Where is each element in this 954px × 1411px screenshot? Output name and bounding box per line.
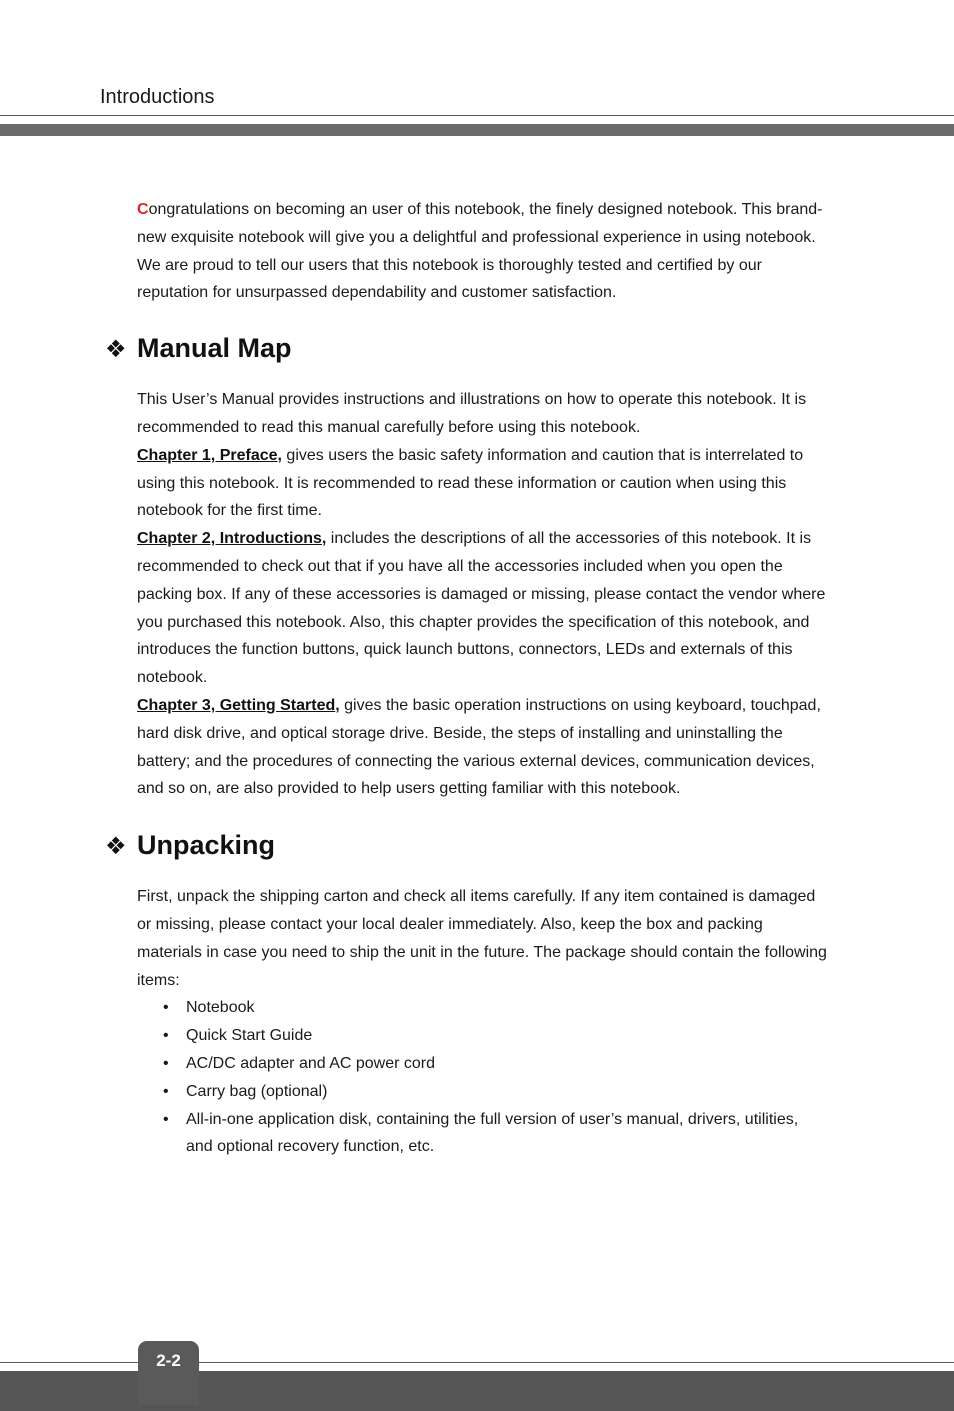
drop-letter: C bbox=[137, 201, 149, 218]
page-content bbox=[105, 196, 827, 1161]
list-item: • Quick Start Guide bbox=[186, 1022, 827, 1050]
chapter-3-text: gives the basic operation instructions on using keyboard, touchpad, hard disk drive, and optical storage drive. Beside, the steps of installing and uninstalling the battery; and the procedures of connecting the various external devices, communication devices, and so on, are also provided to help users getting familiar with this notebook. bbox=[137, 696, 821, 798]
bullet-dot-icon: • bbox=[163, 1082, 169, 1100]
diamond-bullet-icon: ❖ bbox=[105, 833, 127, 861]
chapter-1-text: gives users the basic safety information and caution that is interrelated to using this notebook. It is recommended to read these information or caution when using this notebook for the first time. bbox=[137, 446, 804, 520]
page-number-tab bbox=[138, 1341, 199, 1405]
chapter-2-paragraph: Chapter 2, Introductions, includes the descriptions of all the accessories of this notebook. It is recommended to check out that if you have all the accessories included when you open the packing box. If any of these accessories is damaged or missing, please contact the vendor where you purchased this notebook. Also, this chapter provides the specification of this notebook, and introduces the function buttons, quick launch buttons, connectors, LEDs and externals of this notebook. bbox=[137, 530, 826, 687]
intro-text: ongratulations on becoming an user of this notebook, the finely designed notebook. This brand-new exquisite notebook will give you a delightful and professional experience in using notebook. We are proud to tell our users that this notebook is thoroughly tested and certified by our reputation for unsurpassed dependability and customer satisfaction. bbox=[137, 201, 823, 302]
package-items-list bbox=[137, 994, 827, 1161]
unpacking-intro: First, unpack the shipping carton and check all items carefully. If any item contained is damaged or missing, please contact your local dealer immediately. Also, keep the box and packing materials in case you need to ship the unit in the future. The package should contain the following items: bbox=[137, 888, 827, 989]
page-number: 2-2 bbox=[156, 1351, 181, 1370]
header-divider bbox=[0, 115, 954, 116]
header-title: Introductions bbox=[100, 86, 215, 108]
bullet-dot-icon: • bbox=[163, 1110, 169, 1128]
chapter-3-link[interactable]: Chapter 3, Getting Started bbox=[137, 696, 336, 714]
manual-map-intro: This User’s Manual provides instructions and illustrations on how to operate this notebook. It is recommended to read this manual carefully before using this notebook. bbox=[137, 391, 807, 436]
section-title: Manual Map bbox=[137, 333, 292, 364]
chapter-3-paragraph: Chapter 3, Getting Started, gives the basic operation instructions on using keyboard, touchpad, hard disk drive, and optical storage drive. Beside, the steps of installing and uninstalling the battery; and the procedures of connecting the various external devices, communication devices, and so on, are also provided to help users getting familiar with this notebook. bbox=[137, 696, 821, 798]
list-item: • All-in-one application disk, containing the full version of user’s manual, drivers, utilities, and optional recovery function, etc. bbox=[186, 1106, 827, 1162]
chapter-1-link[interactable]: Chapter 1, Preface bbox=[137, 446, 278, 464]
diamond-bullet-icon: ❖ bbox=[105, 336, 127, 364]
intro-paragraph bbox=[137, 196, 827, 307]
list-item: • Carry bag (optional) bbox=[186, 1078, 827, 1106]
section-heading-unpacking bbox=[105, 829, 827, 861]
bullet-dot-icon: • bbox=[163, 999, 169, 1017]
section-title: Unpacking bbox=[137, 830, 276, 861]
section-heading-manual-map bbox=[105, 332, 827, 364]
chapter-1-paragraph: Chapter 1, Preface, gives users the basic safety information and caution that is interrelated to using this notebook. It is recommended to read these information or caution when using this notebook for the first time. bbox=[137, 446, 804, 520]
chapter-2-link[interactable]: Chapter 2, Introductions bbox=[137, 530, 322, 548]
header-band bbox=[0, 124, 954, 136]
chapter-2-text: includes the descriptions of all the accessories of this notebook. It is recommended to check out that if you have all the accessories included when you open the packing box. If any of these accessories is damaged or missing, please contact the vendor where you purchased this notebook. Also, this chapter provides the specification of this notebook, and introduces the function buttons, quick launch buttons, connectors, LEDs and externals of this notebook. bbox=[137, 530, 826, 687]
bullet-dot-icon: • bbox=[163, 1054, 169, 1072]
bullet-dot-icon: • bbox=[163, 1027, 169, 1045]
list-item: • AC/DC adapter and AC power cord bbox=[186, 1050, 827, 1078]
list-item: • Notebook bbox=[186, 994, 827, 1022]
